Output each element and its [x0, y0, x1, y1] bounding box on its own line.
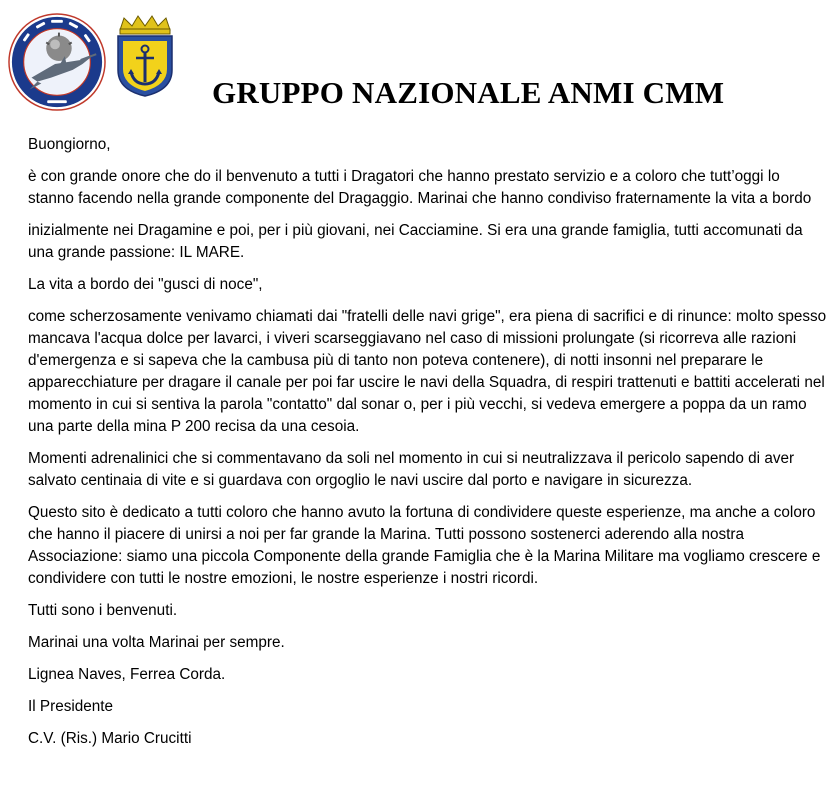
- letter-paragraph: Momenti adrenalinici che si commentavano da soli nel momento in cui si neutralizzava il pericolo sapendo di aver salvato centinaia di vite e si guardava con orgoglio le navi uscire dal porto e navigare in sicurezza.: [28, 450, 795, 489]
- page-title: GRUPPO NAZIONALE ANMI CMM: [212, 75, 725, 110]
- signature-name: C.V. (Ris.) Mario Crucitti: [28, 730, 192, 747]
- letter-paragraph: La vita a bordo dei "gusci di noce",: [28, 276, 263, 293]
- letter-paragraph: Tutti sono i benvenuti.: [28, 602, 178, 619]
- letter-paragraph: è con grande onore che do il benvenuto a tutti i Dragatori che hanno prestato servizio e a coloro che tutt’oggi lo stanno facendo nella grande componente del Dragaggio. Marinai che hanno condiviso fraternamente la vita a bordo: [28, 168, 812, 207]
- signature-role: Il Presidente: [28, 698, 114, 715]
- letter-motto: Lignea Naves, Ferrea Corda.: [28, 666, 226, 683]
- letter-paragraph: come scherzosamente venivamo chiamati dai "fratelli delle navi grige", era piena di sacrifici e di rinunce: molto spesso mancava l'acqua dolce per lavarci, i viveri scarseggiavano nel caso di missioni prolungate (si ricorreva alle razioni d'emergenza e si sapeva che la cambusa più di tanto non poteva contenere), di notti insonni nel preparare le apparecchiature per dragare il canale per poi far uscire le navi della Squadra, di respiri trattenuti e battiti accelerati nel momento in cui si sentiva la parola "contatto" dal sonar o, per i più vecchi, si vedeva emergere a poppa da un ramo una parte della mina P 200 recisa da una cesoia.: [28, 308, 827, 435]
- letter-paragraph: Questo sito è dedicato a tutti coloro che hanno avuto la fortuna di condividere queste esperienze, ma anche a coloro che hanno il piacere di unirsi a noi per far grande la Marina. Tutti possono sostenerci aderendo alla nostra Associazione: siamo una piccola Componente della grande Famiglia che è la Marina Militare ma vogliamo crescere e condividere con tutti le nostre emozioni, le nostre esperienze i nostri ricordi.: [28, 504, 821, 587]
- letter-greeting: Buongiorno,: [28, 136, 111, 153]
- page-header: [0, 0, 836, 120]
- anchor-shield-emblem-icon: [114, 14, 176, 98]
- minesweeper-sawfish-emblem-icon: [8, 13, 106, 111]
- letter-paragraph: inizialmente nei Dragamine e poi, per i più giovani, nei Cacciamine. Si era una grande famiglia, tutti accomunati da una grande passione: IL MARE.: [28, 222, 803, 261]
- welcome-letter: [28, 134, 828, 760]
- letter-paragraph: Marinai una volta Marinai per sempre.: [28, 634, 285, 651]
